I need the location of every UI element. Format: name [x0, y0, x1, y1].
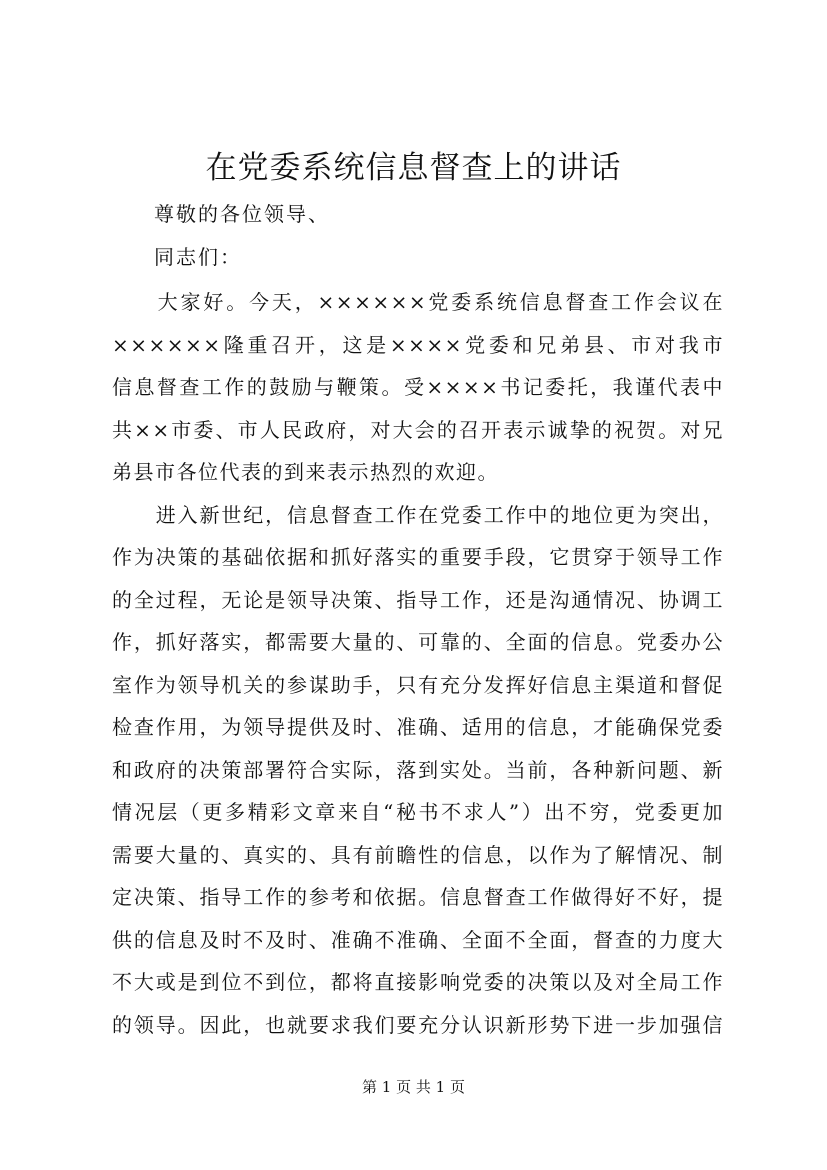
text-line: 共××市委、市人民政府，对大会的召开表示诚挚的祝贺。对兄 [112, 417, 724, 442]
text-line: 室作为领导机关的参谋助手，只有充分发挥好信息主渠道和督促 [112, 672, 724, 697]
text-line: 情况层（更多精彩文章来自“秘书不求人”）出不穷，党委更加 [112, 800, 724, 824]
document-title: 在党委系统信息督查上的讲话 [205, 150, 622, 186]
text-line: 和政府的决策部署符合实际，落到实处。当前，各种新问题、新 [112, 757, 724, 782]
text-line: 需要大量的、真实的、具有前瞻性的信息，以作为了解情况、制 [112, 842, 724, 867]
text-line: 定决策、指导工作的参考和依据。信息督查工作做得好不好，提 [112, 885, 724, 909]
salutation-line-1: 尊敬的各位领导、 [154, 202, 330, 226]
paragraph-1 [112, 281, 724, 494]
text-line: 的领导。因此，也就要求我们要充分认识新形势下进一步加强信 [112, 1012, 724, 1037]
text-line: 不大或是到位不到位，都将直接影响党委的决策以及对全局工作 [112, 970, 724, 994]
text-line: 大家好。今天，××××××党委系统信息督查工作会议在 [112, 290, 724, 314]
page-number-footer: 第 1 页 共 1 页 [362, 1078, 465, 1096]
text-line: 的全过程，无论是领导决策、指导工作，还是沟通情况、协调工 [112, 587, 724, 612]
text-line: 检查作用，为领导提供及时、准确、适用的信息，才能确保党委 [112, 715, 724, 739]
text-line: 弟县市各位代表的到来表示热烈的欢迎。 [112, 460, 499, 484]
text-line: 供的信息及时不及时、准确不准确、全面不全面，督查的力度大 [112, 927, 724, 952]
text-line: 信息督查工作的鼓励与鞭策。受××××书记委托，我谨代表中 [112, 375, 724, 399]
text-line: 进入新世纪，信息督查工作在党委工作中的地位更为突出， [112, 502, 724, 527]
paragraph-2 [112, 494, 724, 1047]
text-line: 作为决策的基础依据和抓好落实的重要手段，它贯穿于领导工作 [112, 545, 724, 569]
text-line: ××××××隆重召开，这是××××党委和兄弟县、市对我市 [112, 332, 724, 357]
text-line: 作，抓好落实，都需要大量的、可靠的、全面的信息。党委办公 [112, 630, 724, 654]
salutation-line-2: 同志们： [154, 245, 242, 269]
body-text [112, 281, 724, 1046]
